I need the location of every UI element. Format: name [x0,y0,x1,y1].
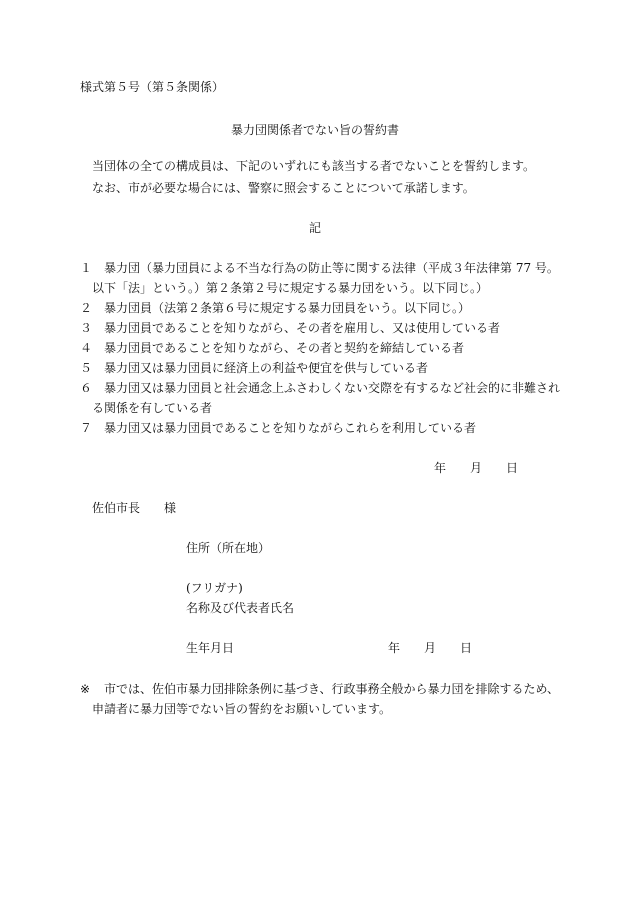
item-text: 暴力団員であることを知りながら、その者を雇用し、又は使用している者 [104,321,501,335]
furigana-label: (フリガナ) [186,581,243,595]
item-text: 暴力団又は暴力団員と社会通念上ふさわしくない交際を有するなど社会的に非難され [104,381,561,395]
date-year-label: 年 [434,461,447,475]
date-month-label: 月 [470,461,483,475]
item-number: ４ [80,341,93,355]
birth-month-label: 月 [424,641,437,655]
name-label: 名称及び代表者氏名 [186,601,295,615]
item-text: 暴力団（暴力団員による不当な行為の防止等に関する法律（平成３年法律第 77 号。 [104,261,559,275]
item-number: ３ [80,321,93,335]
note-line-1: 市では、佐伯市暴力団排除条例に基づき、行政事務全般から暴力団を排除するため、 [104,682,560,696]
item-text-continued: 以下「法」という。）第２条第２号に規定する暴力団をいう。以下同じ。） [92,281,489,295]
item-text: 暴力団又は暴力団員に経済上の利益や便宜を供与している者 [104,361,429,375]
addressee-honorific: 様 [164,501,177,515]
document-title: 暴力団関係者でない旨の誓約書 [230,123,399,137]
intro-line-1: 当団体の全ての構成員は、下記のいずれにも該当する者でないことを誓約します。 [92,159,536,173]
item-text: 暴力団又は暴力団員であることを知りながらこれらを利用している者 [104,421,477,435]
note-line-2: 申請者に暴力団等でない旨の誓約をお願いしています。 [92,702,392,716]
item-number: ２ [80,301,93,315]
item-number: ６ [80,381,93,395]
intro-line-2: なお、市が必要な場合には、警察に照会することについて承諾します。 [92,181,475,195]
birthdate-label: 生年月日 [186,641,235,655]
form-number: 様式第５号（第５条関係） [80,80,225,94]
addressee-name: 佐伯市長 [92,501,141,515]
item-number: ７ [80,421,93,435]
item-text-continued: る関係を有している者 [92,401,213,415]
birth-day-label: 日 [460,641,473,655]
ki-heading: 記 [308,221,321,235]
address-label: 住所（所在地） [186,541,271,555]
note-mark: ※ [80,682,91,696]
item-text: 暴力団員（法第２条第６号に規定する暴力団員をいう。以下同じ。） [104,301,471,315]
date-day-label: 日 [506,461,519,475]
birth-year-label: 年 [388,641,401,655]
item-number: ５ [80,361,93,375]
item-text: 暴力団員であることを知りながら、その者と契約を締結している者 [104,341,465,355]
item-number: １ [80,261,93,275]
